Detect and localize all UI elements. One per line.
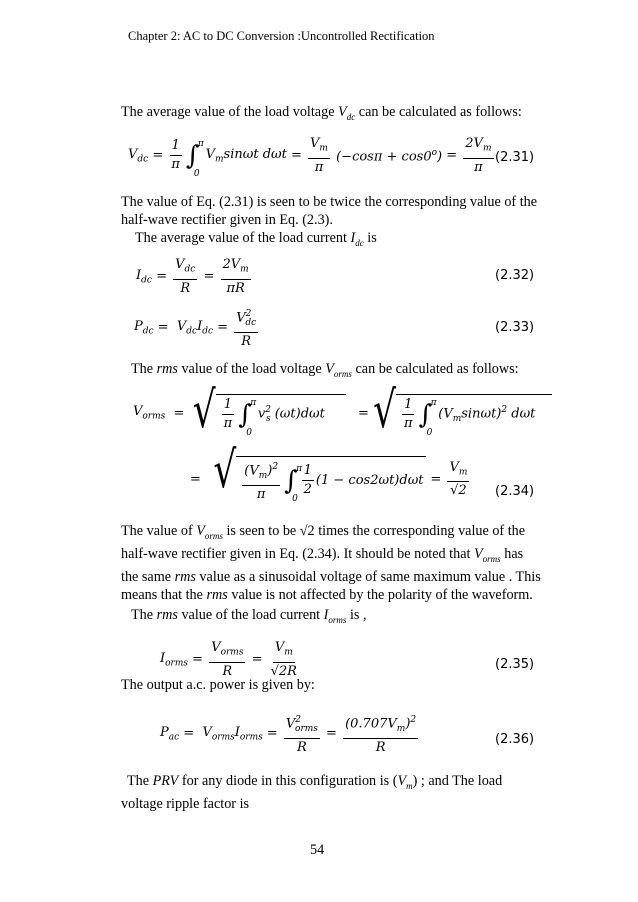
equation-number-2-36: (2.36) [495, 732, 535, 747]
text: ) ; and The load [412, 773, 503, 789]
var-sub: dc [355, 237, 364, 248]
emphasis: rms [156, 361, 178, 377]
text-line [121, 522, 541, 545]
equation-number-2-34: (2.34) [495, 484, 535, 499]
var-sub: orms [204, 530, 223, 541]
text: value is not affected by the polarity of the waveform. [227, 586, 533, 603]
text-line [121, 586, 541, 604]
var-sub: orms [482, 553, 501, 564]
var: V [474, 545, 483, 562]
text: is seen to be √2 times the corresponding value of the [222, 523, 526, 539]
var-sub: m [406, 780, 413, 791]
text: The average value of the load voltage [121, 104, 339, 120]
var: V [196, 523, 205, 539]
text: The [127, 773, 153, 789]
text-line [121, 568, 541, 586]
text: The value of [121, 523, 197, 539]
var-sub: orms [333, 368, 352, 379]
text: has [500, 545, 524, 562]
emphasis: rms [174, 568, 196, 585]
paragraph-rms-voltage [131, 360, 519, 383]
paragraph-output-power: The output a.c. power is given by: [121, 677, 315, 693]
equation-2-34-line1: $V_{orms}$ = √ $\frac{1}{\pi}$ ∫ π 0 $v^2_s$ (ωt)dωt = √ $\frac{1}{\pi}$ ∫ π 0 $(V_m\sin\omega t)^2$ dωt [133, 394, 552, 432]
text-line: half-wave rectifier given in Eq. (2.3). [121, 212, 333, 228]
var: I [323, 607, 329, 623]
text: The [131, 361, 157, 377]
equation-number-2-32: (2.32) [495, 268, 535, 283]
text: can be calculated as follows: [351, 361, 519, 377]
page-number: 54 [310, 842, 325, 858]
equation-2-36: $P_{ac}$ = $V_{orms}I_{orms}$ = $\frac{V^2_{orms}}{R}$ = $\frac{(0.707V_m)^2}{R}$ [160, 712, 420, 756]
text-line [121, 545, 541, 568]
equation-2-31: $V_{dc}$ = $\frac{1}{\pi}$ ∫ π 0 $V_m\sin\omega t$ dωt = $\frac{V_m}{\pi}$ $(-\cos\pi + \cos 0^o)$ = $\frac{2V_m}{\pi}$ [128, 136, 492, 179]
text: half-wave rectifier given in Eq. (2.34). It should be noted that [121, 545, 474, 562]
var: V [397, 773, 407, 789]
emphasis: rms [156, 607, 178, 623]
var: V [338, 104, 347, 120]
paragraph-rms-current [131, 606, 367, 629]
equation-number-2-33: (2.33) [495, 320, 535, 335]
equation-2-34-line2: = √ $\frac{(V_m)^2}{\pi}$ ∫ π 0 $\frac{1}{2}$ (1 − cos2ωt)dωt = $\frac{V_m}{√2}$ [190, 442, 468, 504]
text: can be calculated as follows: [355, 104, 522, 120]
var: V [325, 361, 334, 377]
text: the same [121, 568, 175, 585]
text-line: The value of Eq. (2.31) is seen to be twice the corresponding value of the [121, 194, 538, 210]
emphasis: PRV [152, 773, 179, 789]
equation-number-2-35: (2.35) [495, 657, 535, 672]
var-sub: dc [346, 111, 356, 122]
equation-2-35: $I_{orms}$ = $\frac{V_{orms}}{R}$ = $\frac{V_m}{√2R}$ [160, 640, 297, 679]
chapter-header: Chapter 2: AC to DC Conversion :Uncontrolled Rectification [128, 29, 435, 43]
text-line: voltage ripple factor is [121, 795, 250, 812]
text: The [131, 607, 157, 623]
paragraph-prv [121, 772, 502, 813]
text-line [121, 229, 537, 252]
text: value of the load voltage [177, 361, 326, 377]
paragraph-average-voltage [121, 103, 522, 126]
text: value of the load current [177, 607, 324, 623]
var-sub: orms [328, 614, 347, 625]
equation-2-33: $P_{dc}$ = $V_{dc}I_{dc}$ = $\frac{V^2_{dc}}{R}$ [134, 306, 260, 350]
text-line [121, 772, 502, 795]
text: for any diode in this configuration is ( [178, 773, 398, 789]
text: is [363, 230, 377, 246]
text: means that the [121, 586, 207, 603]
equation-number-2-31: (2.31) [495, 150, 535, 165]
text: The average value of the load current [135, 230, 351, 246]
var: I [350, 230, 356, 246]
paragraph-rms-comparison [121, 522, 541, 604]
text: value as a sinusoidal voltage of same maximum value . This [195, 568, 541, 585]
equation-2-32: $I_{dc}$ = $\frac{V_{dc}}{R}$ = $\frac{2V_m}{\pi R}$ [136, 257, 249, 296]
text: is , [346, 607, 367, 623]
paragraph-twice-value [121, 193, 537, 252]
emphasis: rms [206, 586, 228, 603]
